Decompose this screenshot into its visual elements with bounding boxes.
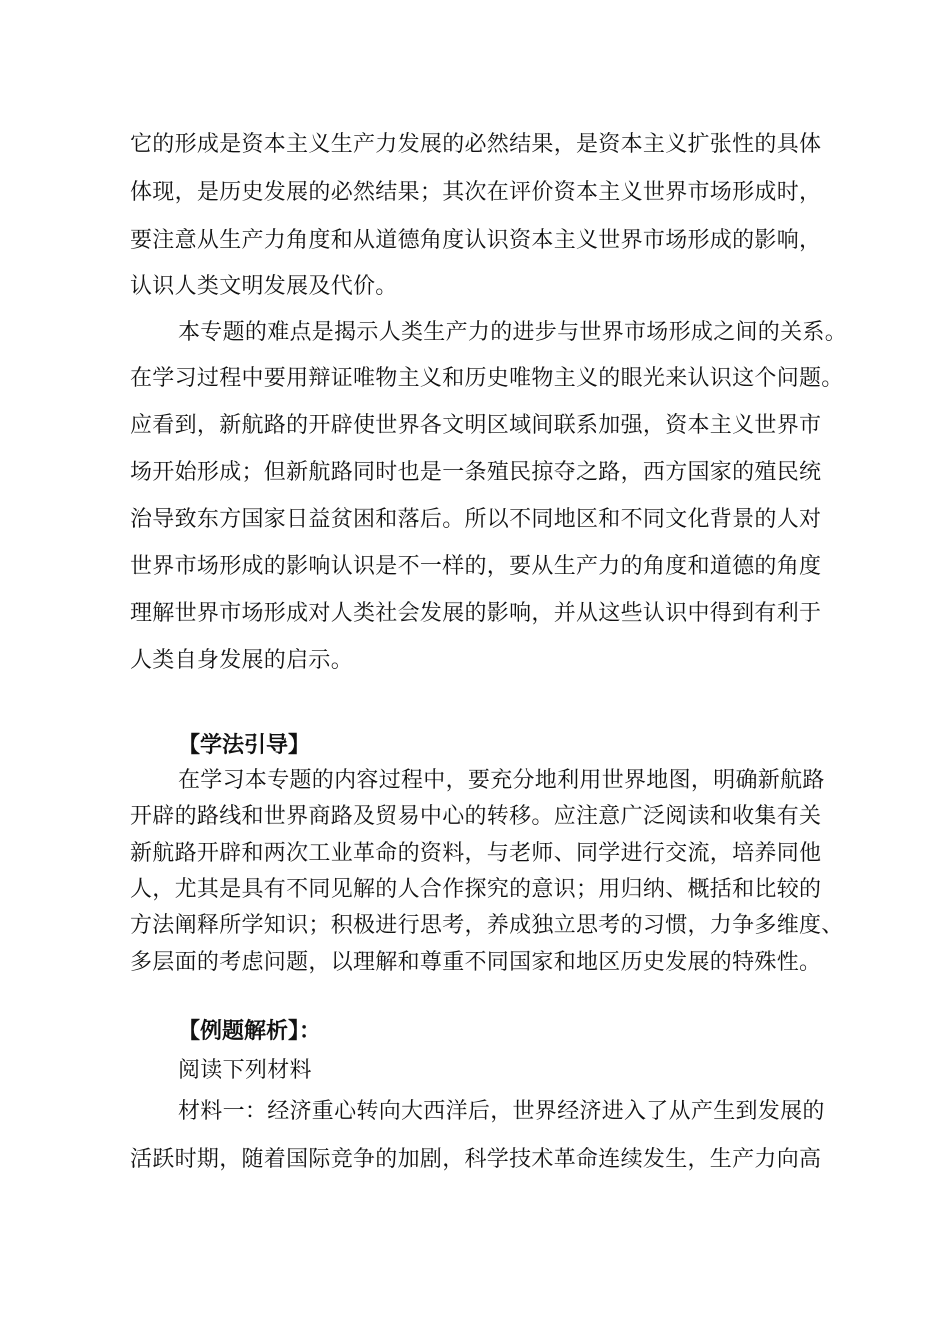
paragraph-line: 应看到，新航路的开辟使世界各文明区域间联系加强，资本主义世界市	[130, 413, 822, 438]
paragraph-line: 人，尤其是具有不同见解的人合作探究的意识；用归纳、概括和比较的	[130, 877, 822, 902]
paragraph-line: 多层面的考虑问题，以理解和尊重不同国家和地区历史发展的特殊性。	[130, 950, 822, 975]
paragraph-line: 场开始形成；但新航路同时也是一条殖民掠夺之路，西方国家的殖民统	[130, 460, 822, 485]
paragraph-line: 在学习本专题的内容过程中，要充分地利用世界地图，明确新航路	[178, 768, 825, 793]
paragraph-line: 治导致东方国家日益贫困和落后。所以不同地区和不同文化背景的人对	[130, 507, 822, 532]
paragraph-line: 本专题的难点是揭示人类生产力的进步与世界市场形成之间的关系。	[178, 320, 848, 345]
paragraph-line: 世界市场形成的影响认识是不一样的，要从生产力的角度和道德的角度	[130, 554, 822, 579]
paragraph-line: 人类自身发展的启示。	[130, 648, 354, 673]
paragraph-line: 新航路开辟和两次工业革命的资料，与老师、同学进行交流，培养同他	[130, 841, 822, 866]
paragraph-line: 它的形成是资本主义生产力发展的必然结果，是资本主义扩张性的具体	[130, 132, 822, 157]
paragraph-line: 阅读下列材料	[178, 1058, 312, 1083]
paragraph-line: 体现，是历史发展的必然结果；其次在评价资本主义世界市场形成时，	[130, 180, 822, 205]
paragraph-line: 活跃时期，随着国际竞争的加剧，科学技术革命连续发生，生产力向高	[130, 1147, 822, 1172]
paragraph-line: 要注意从生产力角度和从道德角度认识资本主义世界市场形成的影响，	[130, 228, 822, 253]
section-heading-example: 【例题解析】：	[178, 1019, 322, 1044]
paragraph-line: 开辟的路线和世界商路及贸易中心的转移。应注意广泛阅读和收集有关	[130, 804, 822, 829]
paragraph-line: 材料一：经济重心转向大西洋后，世界经济进入了从产生到发展的	[178, 1099, 825, 1124]
paragraph-line: 方法阐释所学知识；积极进行思考，养成独立思考的习惯，力争多维度、	[130, 913, 844, 938]
paragraph-line: 理解世界市场形成对人类社会发展的影响，并从这些认识中得到有利于	[130, 601, 822, 626]
paragraph-line: 在学习过程中要用辩证唯物主义和历史唯物主义的眼光来认识这个问题。	[130, 366, 844, 391]
paragraph-line: 认识人类文明发展及代价。	[130, 274, 398, 299]
section-heading-study-guide: 【学法引导】	[178, 733, 311, 758]
